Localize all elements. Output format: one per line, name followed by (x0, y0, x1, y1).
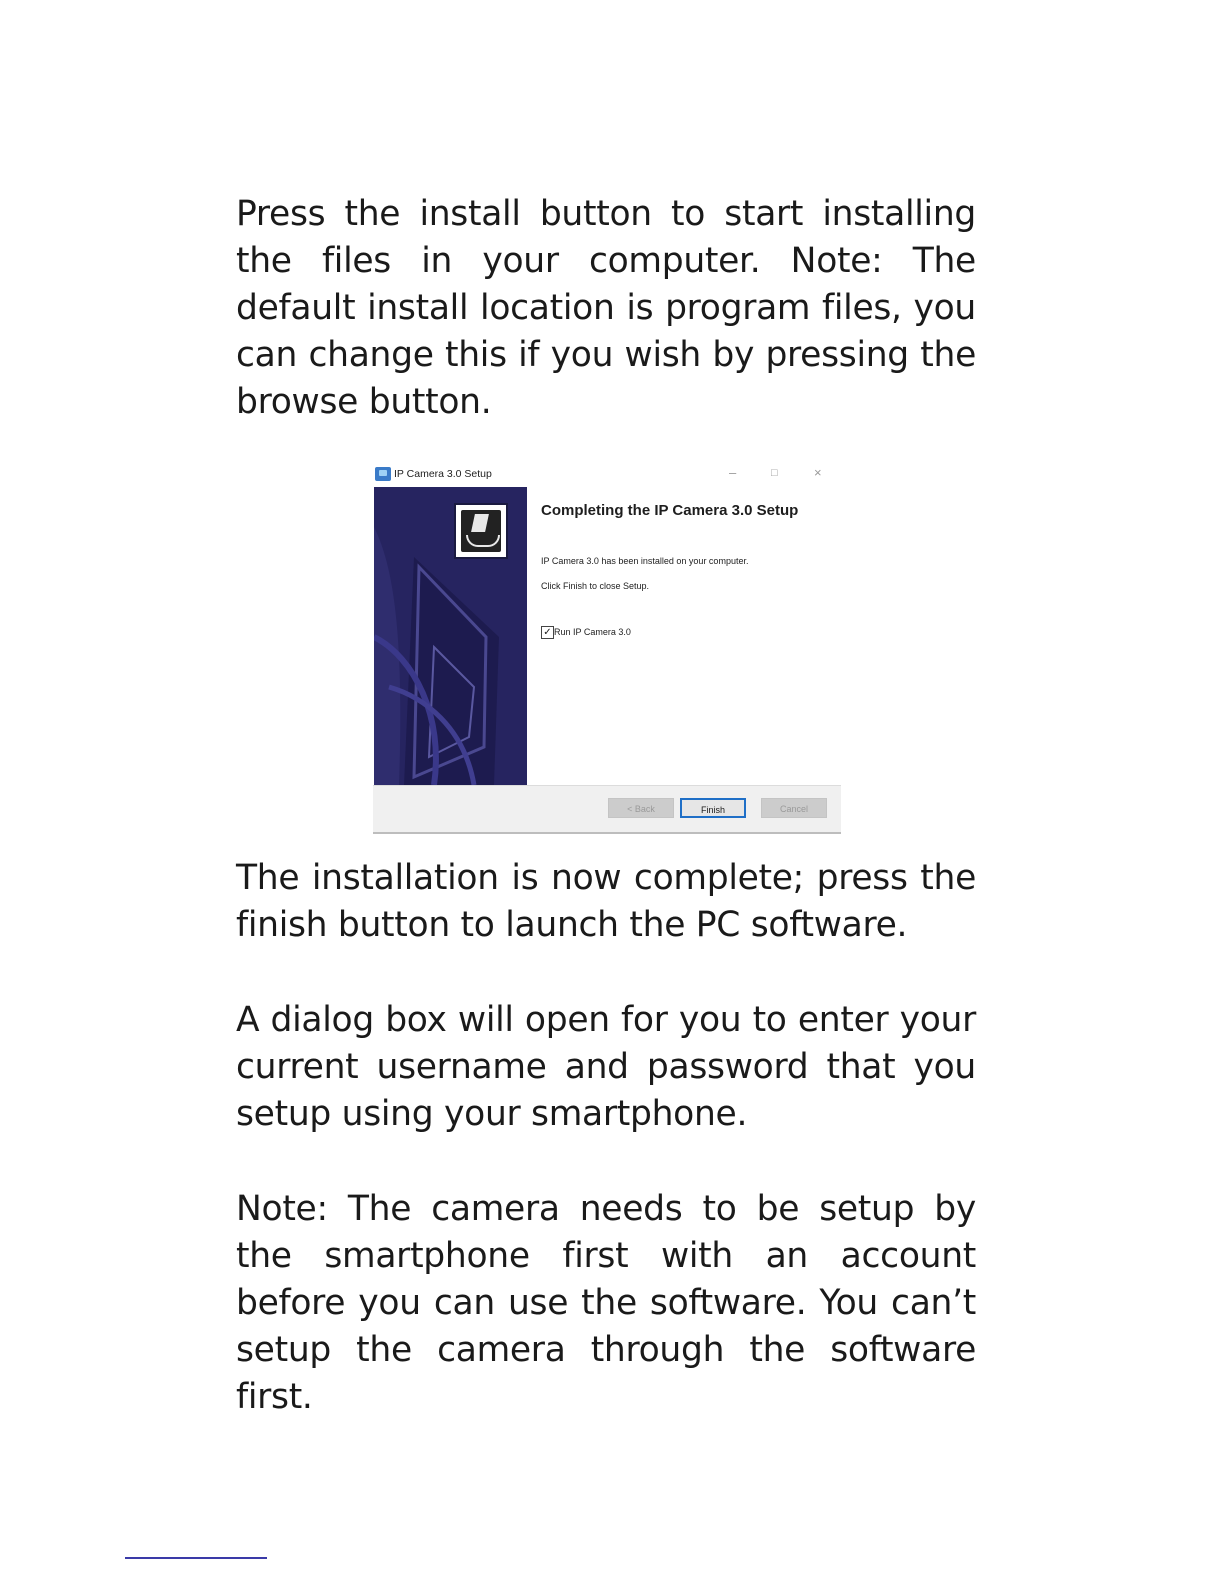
installer-window-title: IP Camera 3.0 Setup (394, 468, 492, 480)
installed-message: IP Camera 3.0 has been installed on your computer. (541, 556, 749, 566)
run-app-checkbox-label[interactable]: Run IP Camera 3.0 (554, 627, 631, 637)
back-button[interactable]: < Back (608, 798, 674, 818)
finish-button[interactable]: Finish (680, 798, 746, 818)
installer-logo-icon (461, 510, 501, 552)
close-icon[interactable]: × (814, 465, 822, 480)
login-dialog-paragraph: A dialog box will open for you to enter your current username and password that you setup using your smartphone. (236, 1000, 976, 1134)
maximize-icon[interactable]: □ (771, 467, 778, 479)
install-instructions-paragraph: Press the install button to start installing the files in your computer. Note: The default install location is program files, you can change this if you wish by pressing the browse button. (236, 194, 976, 422)
cancel-button[interactable]: Cancel (761, 798, 827, 818)
minimize-icon[interactable]: – (729, 465, 737, 480)
installer-logo (454, 503, 508, 559)
installer-heading: Completing the IP Camera 3.0 Setup (541, 502, 799, 519)
setup-note-paragraph: Note: The camera needs to be setup by the smartphone first with an account before you can use the software. You can’t setup the camera through the software first. (236, 1189, 976, 1417)
installation-complete-paragraph: The installation is now complete; press the finish button to launch the PC software. (236, 858, 976, 945)
installer-side-banner (374, 487, 527, 785)
installer-window-screenshot (373, 461, 841, 831)
footnote-divider (125, 1557, 267, 1559)
click-finish-message: Click Finish to close Setup. (541, 581, 650, 591)
installer-button-bar (373, 785, 841, 834)
run-app-checkbox[interactable]: ✓ (541, 626, 554, 639)
installer-app-icon (375, 467, 391, 481)
installer-title-bar (373, 461, 841, 487)
